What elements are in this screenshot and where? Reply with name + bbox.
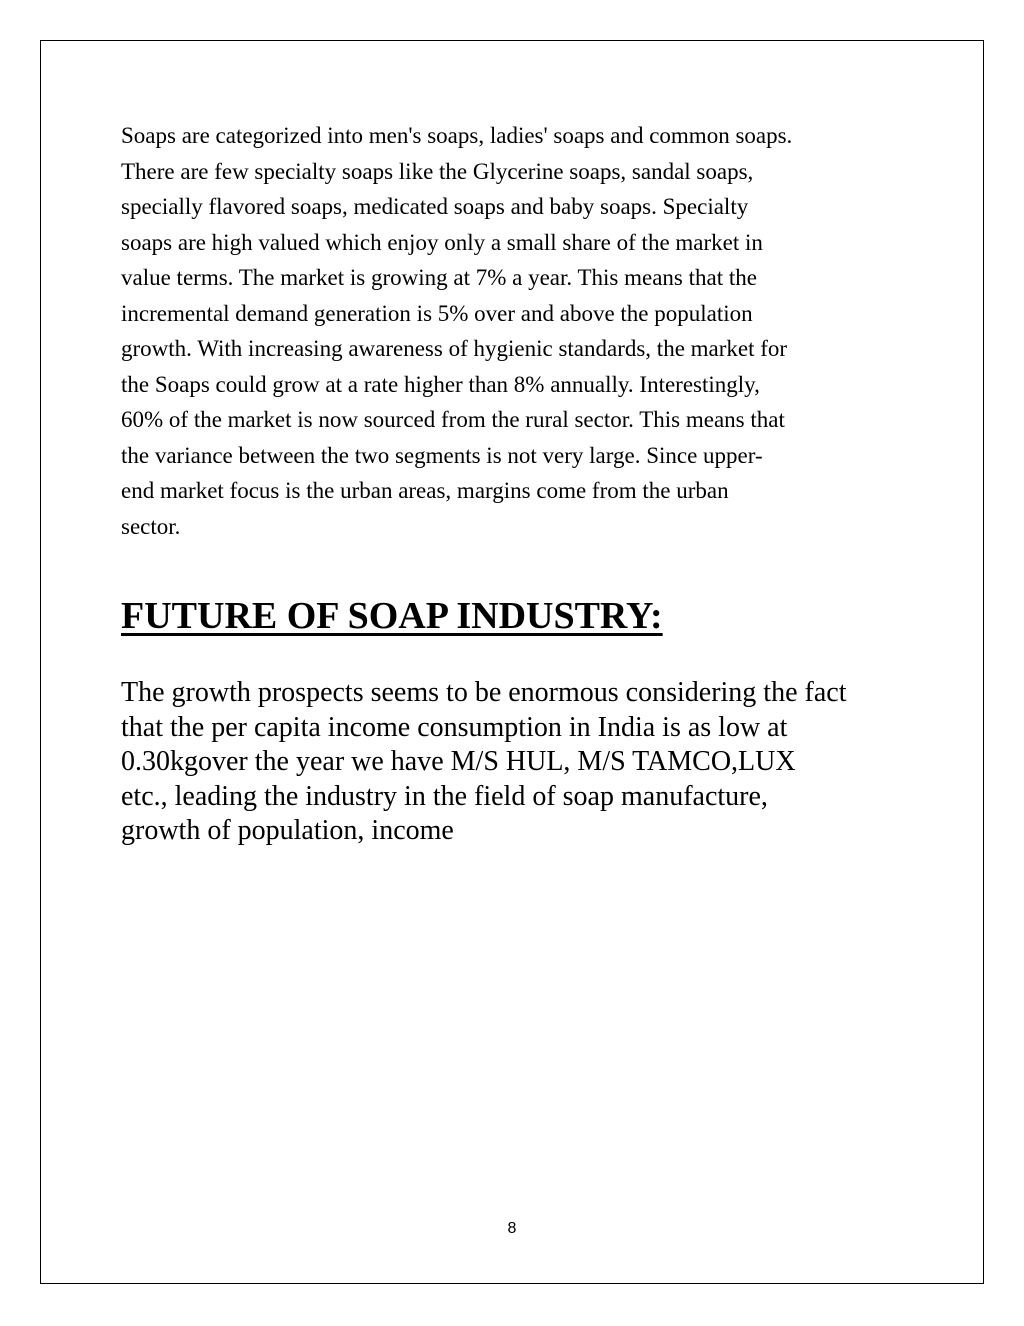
future-paragraph xyxy=(121,676,921,849)
paragraph-line: growth. With increasing awareness of hygienic standards, the market for xyxy=(121,336,788,361)
future-line: The growth prospects seems to be enormous considering the fact xyxy=(121,677,847,708)
future-line: growth of population, income xyxy=(121,815,454,847)
future-line: etc., leading the industry in the field of soap manufacture, xyxy=(121,780,768,812)
future-line: that the per capita income consumption in India is as low at xyxy=(121,711,788,743)
paragraph-line: 60% of the market is now sourced from the rural sector. This means that xyxy=(121,407,785,432)
paragraph-line: soaps are high valued which enjoy only a small share of the market in xyxy=(121,229,763,255)
section-heading: FUTURE OF SOAP INDUSTRY: xyxy=(121,595,663,637)
paragraph-line: There are few specialty soaps like the Glycerine soaps, sandal soaps, xyxy=(121,158,754,184)
paragraph-line: the variance between the two segments is not very large. Since upper- xyxy=(121,442,763,468)
paragraph-line: value terms. The market is growing at 7% a year. This means that the xyxy=(121,265,757,290)
paragraph-line: specially flavored soaps, medicated soaps and baby soaps. Specialty xyxy=(121,194,749,219)
paragraph-line: Soaps are categorized into men's soaps, ladies' soaps and common soaps. xyxy=(121,123,793,148)
paragraph-line: the Soaps could grow at a rate higher than 8% annually. Interestingly, xyxy=(121,371,760,397)
intro-paragraph xyxy=(121,118,921,544)
paragraph-line: incremental demand generation is 5% over and above the population xyxy=(121,300,753,326)
page-number: 8 xyxy=(507,1220,517,1237)
paragraph-line: end market focus is the urban areas, margins come from the urban xyxy=(121,478,729,503)
paragraph-line: sector. xyxy=(121,513,181,539)
future-line: 0.30kgover the year we have M/S HUL, M/S TAMCO,LUX xyxy=(121,746,796,778)
